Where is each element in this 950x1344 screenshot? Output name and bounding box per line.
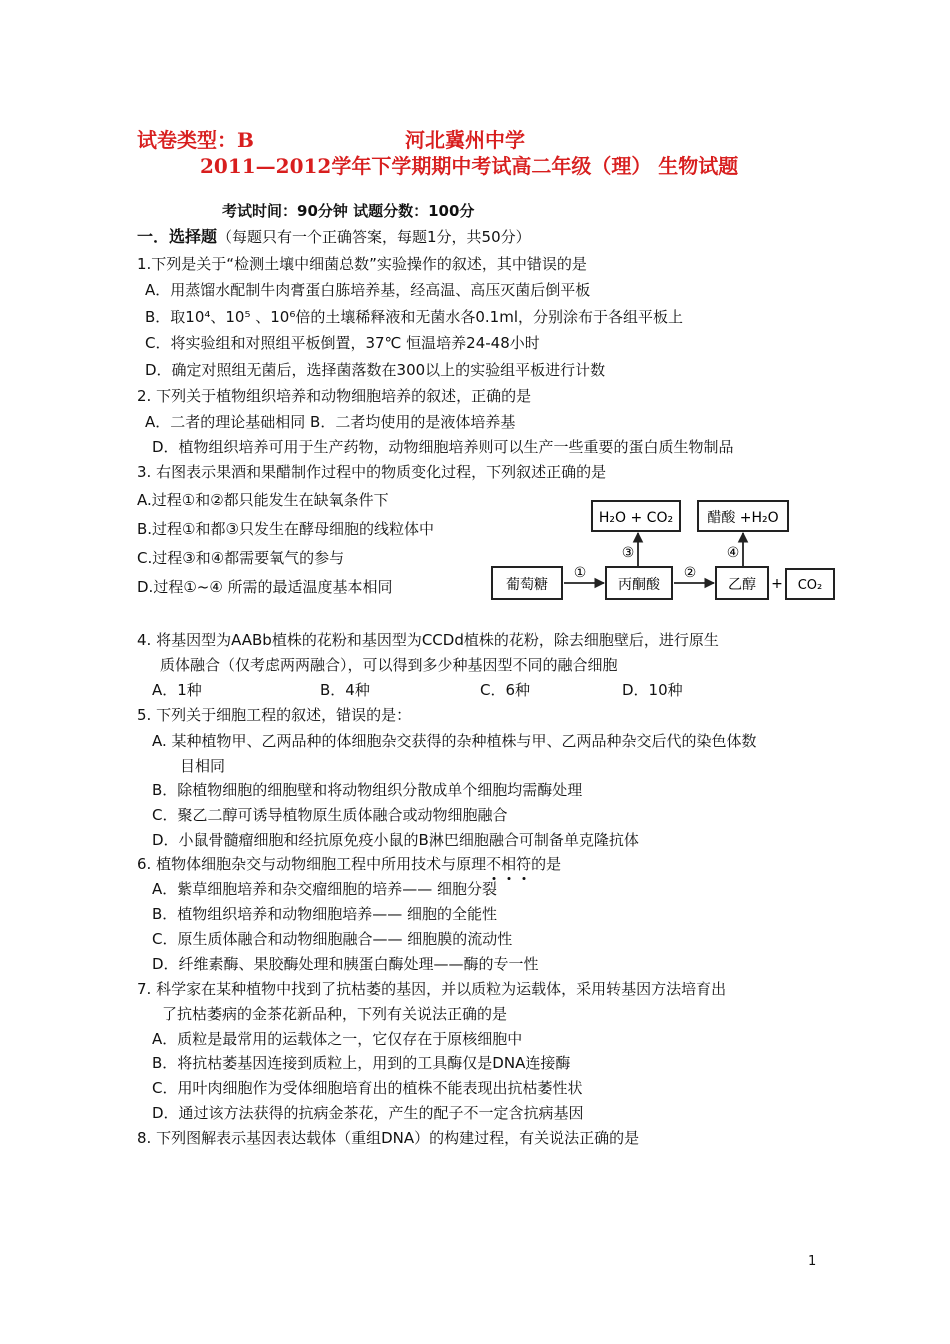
section-heading — [137, 227, 531, 247]
question-8: 8. 下列图解表示基因表达载体（重组DNA）的构建过程，有关说法正确的是 — [137, 1129, 640, 1147]
q1-option-b: B．取10⁴、10⁵ 、10⁶倍的土壤稀释液和无菌水各0.1ml，分别涂布于各组平板上 — [145, 308, 683, 326]
page-number: 1 — [808, 1254, 817, 1269]
step-3-label: ③ — [621, 545, 635, 561]
q6-text-after: 的是 — [531, 855, 562, 873]
q6-emph-text-2: 相 — [501, 855, 517, 873]
q6-option-a: A．紫草细胞培养和杂交瘤细胞的培养—— 细胞分裂 — [152, 880, 498, 898]
fermentation-diagram — [488, 497, 840, 607]
paper-type: 试卷类型：B — [137, 128, 254, 152]
step-1-label: ① — [573, 565, 587, 581]
q1-option-a: A．用蒸馏水配制牛肉膏蛋白胨培养基，经高温、高压灭菌后倒平板 — [145, 281, 591, 299]
pyruvate-label: 丙酮酸 — [618, 577, 660, 593]
q6-emph-text-3: 符 — [516, 855, 532, 873]
q1-option-d: D．确定对照组无菌后，选择菌落数在300以上的实验组平板进行计数 — [145, 361, 606, 379]
q6-emph-text-1: 不 — [486, 855, 502, 873]
q6-option-d: D．纤维素酶、果胶酶处理和胰蛋白酶处理——酶的专一性 — [152, 955, 539, 973]
acetic-acid-label: 醋酸 +H₂O — [707, 510, 779, 526]
q4-option-c: C．6种 — [480, 681, 531, 699]
q4-option-d: D．10种 — [622, 681, 683, 699]
q7-option-d: D．通过该方法获得的抗病金茶花，产生的配子不一定含抗病基因 — [152, 1104, 584, 1122]
section-title: 一．选择题 — [137, 227, 218, 246]
exam-title: 2011—2012学年下学期期中考试高二年级（理） 生物试题 — [200, 154, 739, 178]
q2-option-ab: A．二者的理论基础相同 B．二者均使用的是液体培养基 — [145, 413, 516, 431]
q6-text-before: 6. 植物体细胞杂交与动物细胞工程中所用技术与原理 — [137, 855, 487, 873]
q5-option-b: B．除植物细胞的细胞壁和将动物组织分散成单个细胞均需酶处理 — [152, 781, 583, 799]
glucose-label: 葡萄糖 — [506, 577, 548, 593]
emphasis-dot-icon — [522, 877, 525, 880]
q3-option-c: C.过程③和④都需要氧气的参与 — [137, 549, 345, 567]
q7-option-a: A．质粒是最常用的运载体之一，它仅存在于原核细胞中 — [152, 1030, 523, 1048]
question-7-line-2: 了抗枯萎病的金茶花新品种，下列有关说法正确的是 — [162, 1005, 508, 1023]
header-line-1 — [137, 124, 525, 153]
q1-option-c: C．将实验组和对照组平板倒置，37℃ 恒温培养24-48小时 — [145, 334, 540, 352]
question-3: 3. 右图表示果酒和果醋制作过程中的物质变化过程，下列叙述正确的是 — [137, 463, 607, 481]
ethanol-label: 乙醇 — [728, 577, 756, 593]
q4-option-b: B．4种 — [320, 681, 370, 699]
question-4-line-1: 4. 将基因型为AABb植株的花粉和基因型为CCDd植株的花粉，除去细胞壁后，进行原生 — [137, 631, 719, 649]
step-4-label: ④ — [726, 545, 740, 561]
co2-label: CO₂ — [797, 578, 823, 593]
q6-option-b: B．植物组织培养和动物细胞培养—— 细胞的全能性 — [152, 905, 498, 923]
h2o-co2-label: H₂O + CO₂ — [598, 510, 674, 526]
q5-option-d: D．小鼠骨髓瘤细胞和经抗原免疫小鼠的B淋巴细胞融合可制备单克隆抗体 — [152, 831, 639, 849]
question-7-line-1: 7. 科学家在某种植物中找到了抗枯萎的基因，并以质粒为运载体，采用转基因方法培育出 — [137, 980, 727, 998]
q7-option-c: C．用叶肉细胞作为受体细胞培育出的植株不能表现出抗枯萎性状 — [152, 1079, 583, 1097]
question-4-line-2: 质体融合（仅考虑两两融合），可以得到多少种基因型不同的融合细胞 — [160, 656, 618, 674]
step-2-label: ② — [683, 565, 697, 581]
q6-option-c: C．原生质体融合和动物细胞融合—— 细胞膜的流动性 — [152, 930, 513, 948]
question-2: 2. 下列关于植物组织培养和动物细胞培养的叙述，正确的是 — [137, 387, 532, 405]
q3-option-b: B.过程①和都③只发生在酵母细胞的线粒体中 — [137, 520, 434, 538]
question-5: 5. 下列关于细胞工程的叙述，错误的是： — [137, 706, 412, 724]
question-1: 1.下列是关于“检测土壤中细菌总数”实验操作的叙述，其中错误的是 — [137, 255, 587, 273]
q7-option-b: B．将抗枯萎基因连接到质粒上，用到的工具酶仅是DNA连接酶 — [152, 1054, 571, 1072]
q2-option-d: D．植物组织培养可用于生产药物，动物细胞培养则可以生产一些重要的蛋白质生物制品 — [152, 438, 734, 456]
q4-option-a: A．1种 — [152, 681, 202, 699]
section-note: （每题只有一个正确答案，每题1分，共50分） — [217, 228, 531, 246]
q6-emphasis-char-1 — [486, 855, 501, 873]
q3-option-d: D.过程①~④ 所需的最适温度基本相同 — [137, 578, 393, 596]
q5-option-a-line-1: A. 某种植物甲、乙两品种的体细胞杂交获得的杂种植株与甲、乙两品种杂交后代的染色体数 — [152, 732, 757, 750]
q5-option-a-line-2: 目相同 — [180, 757, 226, 775]
q3-option-a: A.过程①和②都只能发生在缺氧条件下 — [137, 491, 389, 509]
q6-emphasis-char-2 — [501, 855, 516, 873]
exam-info: 考试时间：90分钟 试题分数：100分 — [222, 202, 475, 220]
q5-option-c: C．聚乙二醇可诱导植物原生质体融合或动物细胞融合 — [152, 806, 508, 824]
q6-emphasis-char-3 — [516, 855, 531, 873]
plus-sign: + — [771, 576, 783, 592]
emphasis-dot-icon — [507, 877, 510, 880]
question-6 — [137, 854, 561, 874]
school-name: 河北冀州中学 — [405, 128, 525, 152]
